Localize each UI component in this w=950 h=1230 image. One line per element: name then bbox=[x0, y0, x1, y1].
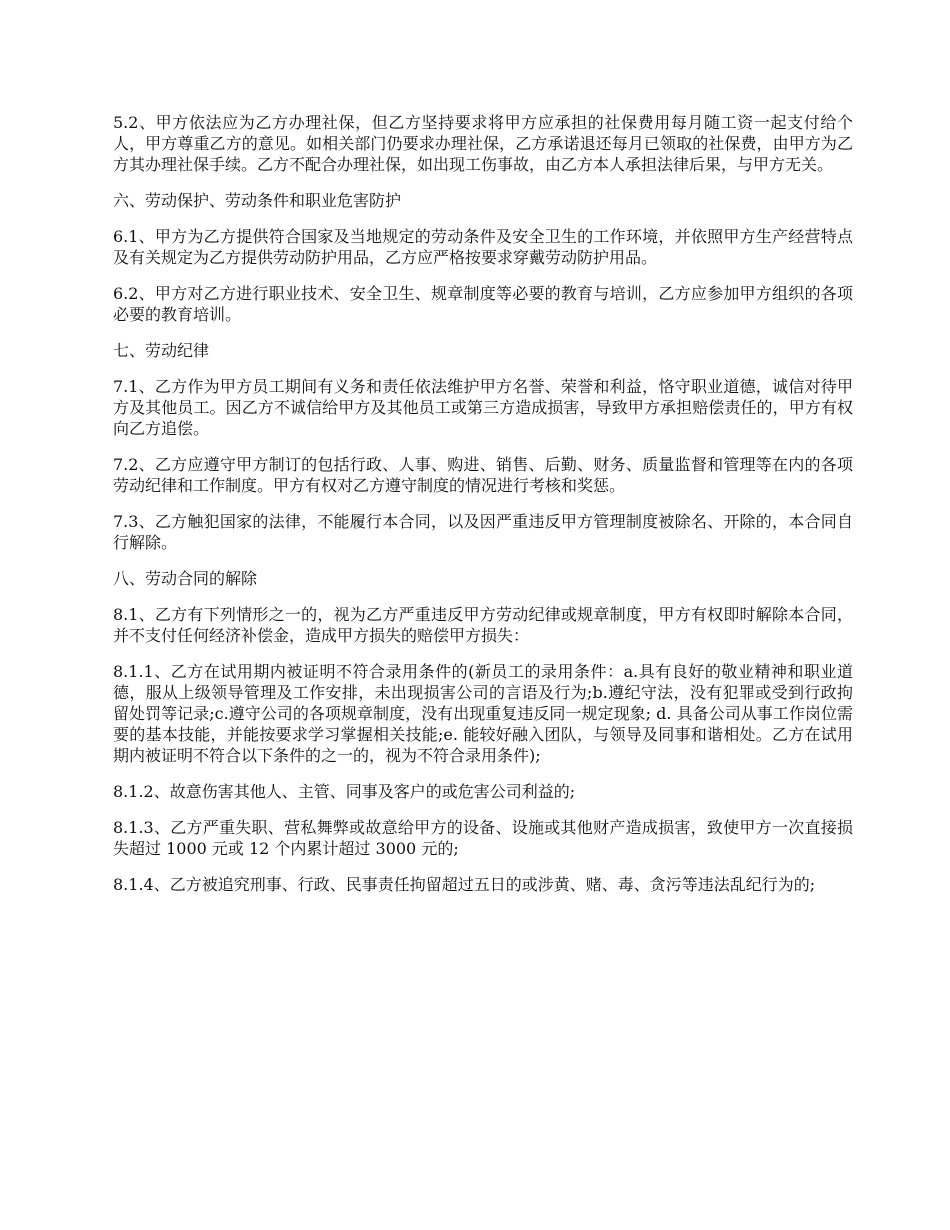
clause-8-1: 8.1、乙方有下列情形之一的，视为乙方严重违反甲方劳动纪律或规章制度，甲方有权即时解除本合同，并不支付任何经济补偿金，造成甲方损失的赔偿甲方损失： bbox=[113, 605, 853, 645]
section-heading-8: 八、劳动合同的解除 bbox=[113, 569, 258, 588]
clause-7-2: 7.2、乙方应遵守甲方制订的包括行政、人事、购进、销售、后勤、财务、质量监督和管理等在内的各项劳动纪律和工作制度。甲方有权对乙方遵守制度的情况进行考核和奖惩。 bbox=[113, 455, 853, 495]
clause-5-2: 5.2、甲方依法应为乙方办理社保，但乙方坚持要求将甲方应承担的社保费用每月随工资一起支付给个人，甲方尊重乙方的意见。如相关部门仍要求办理社保，乙方承诺退还每月已领取的社保费，由甲方为乙方其办理社保手续。乙方不配合办理社保，如出现工伤事故，由乙方本人承担法律后果，与甲方无关。 bbox=[113, 113, 853, 174]
clause-6-1: 6.1、甲方为乙方提供符合国家及当地规定的劳动条件及安全卫生的工作环境，并依照甲方生产经营特点及有关规定为乙方提供劳动防护用品，乙方应严格按要求穿戴劳动防护用品。 bbox=[113, 227, 853, 267]
clause-6-2: 6.2、甲方对乙方进行职业技术、安全卫生、规章制度等必要的教育与培训，乙方应参加甲方组织的各项必要的教育培训。 bbox=[113, 284, 853, 324]
clause-7-1: 7.1、乙方作为甲方员工期间有义务和责任依法维护甲方名誉、荣誉和利益，恪守职业道德，诚信对待甲方及其他员工。因乙方不诚信给甲方及其他员工或第三方造成损害，导致甲方承担赔偿责任的，甲方有权向乙方追偿。 bbox=[113, 377, 853, 438]
document-page bbox=[113, 112, 853, 910]
clause-8-1-4: 8.1.4、乙方被追究刑事、行政、民事责任拘留超过五日的或涉黄、赌、毒、贪污等违法乱纪行为的; bbox=[113, 875, 816, 894]
section-heading-6: 六、劳动保护、劳动条件和职业危害防护 bbox=[113, 191, 402, 210]
clause-7-3: 7.3、乙方触犯国家的法律，不能履行本合同，以及因严重违反甲方管理制度被除名、开除的，本合同自行解除。 bbox=[113, 512, 853, 552]
section-heading-7: 七、劳动纪律 bbox=[113, 341, 210, 360]
clause-8-1-2: 8.1.2、故意伤害其他人、主管、同事及客户的或危害公司利益的; bbox=[113, 782, 576, 801]
clause-8-1-3: 8.1.3、乙方严重失职、营私舞弊或故意给甲方的设备、设施或其他财产造成损害，致使甲方一次直接损失超过 1000 元或 12 个内累计超过 3000 元的; bbox=[113, 818, 853, 858]
clause-8-1-1: 8.1.1、乙方在试用期内被证明不符合录用条件的(新员工的录用条件：a.具有良好的敬业精神和职业道德，服从上级领导管理及工作安排，未出现损害公司的言语及行为;b.遵纪守法，没有犯罪或受到行政拘留处罚等记录;c.遵守公司的各项规章制度，没有出现重复违反同一规定现象; d. 具备公司从事工作岗位需要的基本技能，并能按要求学习掌握相关技能;e. 能较好融入团队，与领导及同事和谐相处。乙方在试用期内被证明不符合以下条件的之一的，视为不符合录用条件); bbox=[113, 662, 853, 765]
